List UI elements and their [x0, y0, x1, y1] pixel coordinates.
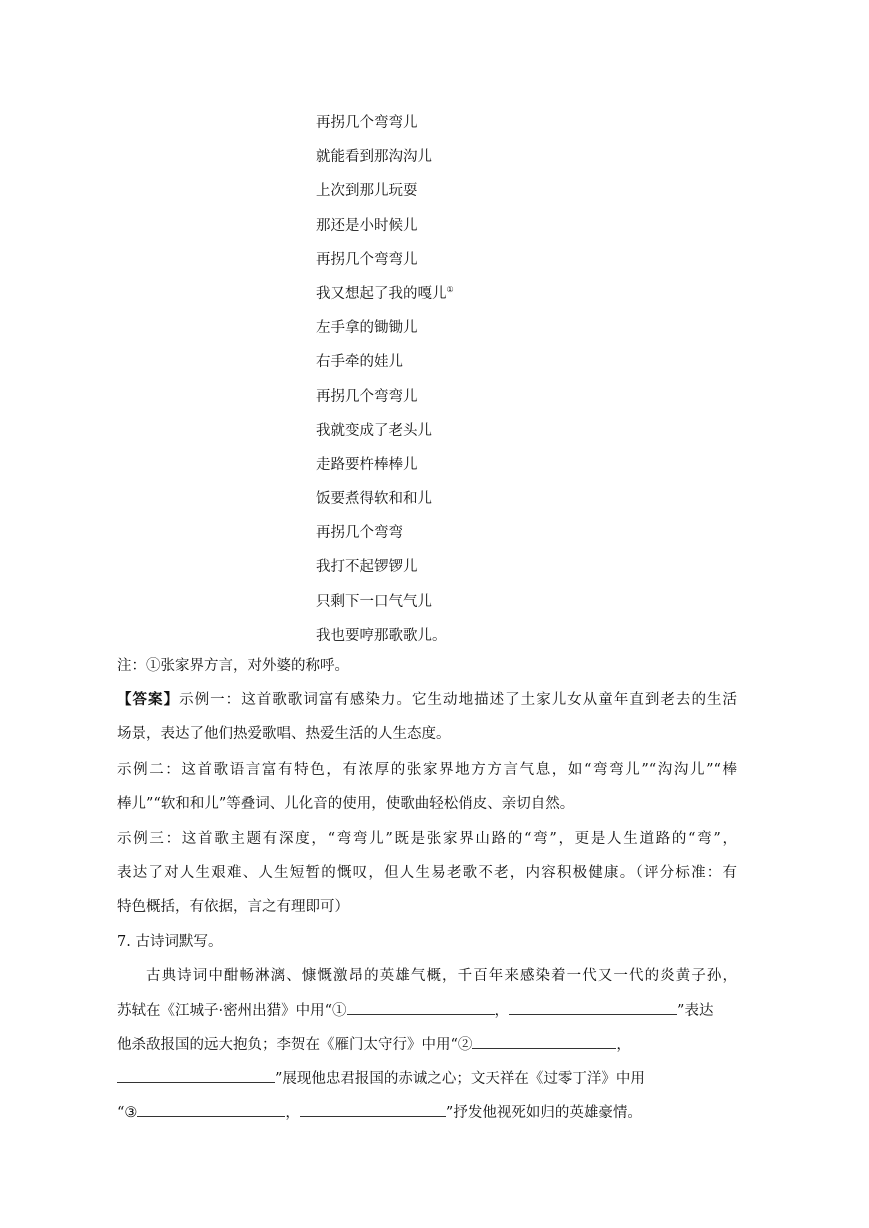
poem-line: 再拐几个弯弯儿 — [316, 115, 418, 131]
poem-line: 只剩下一口气气儿 — [316, 593, 432, 610]
question-text: 古典诗词中酣畅淋漓、慷慨激昂的英雄气概，千百年来感染着一代又一代的炎黄子孙， — [146, 968, 737, 984]
poem-line: 那还是小时候儿 — [316, 217, 418, 234]
answer-line — [117, 687, 737, 713]
answer-blank[interactable] — [137, 1101, 285, 1117]
poem-line: 左手拿的锄锄儿 — [316, 320, 418, 337]
question-title: 7. 古诗词默写。 — [117, 934, 223, 950]
answer-line: 特色概括，有依据，言之有理即可） — [117, 899, 349, 915]
poem-note: 注：①张家界方言，对外婆的称呼。 — [117, 658, 349, 674]
answer-line: 示例三：这首歌主题有深度，“弯弯儿”既是张家界山路的“弯”，更是人生道路的“弯”， — [117, 831, 737, 847]
poem-line: 再拐几个弯弯 — [316, 525, 403, 542]
separator: ， — [285, 1105, 300, 1121]
poem-line: 我就变成了老头儿 — [316, 422, 432, 439]
answer-blank[interactable] — [509, 999, 677, 1015]
answer-blank[interactable] — [300, 1101, 446, 1117]
question-text-part: “③ — [117, 1105, 138, 1121]
separator: ， — [494, 1003, 510, 1019]
answer-blank[interactable] — [347, 999, 495, 1015]
poem-line: 我打不起锣锣儿 — [316, 559, 418, 576]
question-text — [117, 1066, 737, 1092]
poem-line: 再拐几个弯弯儿 — [316, 251, 418, 268]
answer-line: 示例二：这首歌语言富有特色，有浓厚的张家界地方方言气息，如“弯弯儿”“沟沟儿”“棒 — [117, 762, 737, 778]
answer-line: 表达了对人生艰难、人生短暂的慨叹，但人生易老歌不老，内容积极健康。（评分标准：有 — [117, 865, 737, 881]
poem-line — [316, 281, 454, 315]
footnote-mark: ① — [446, 285, 454, 295]
poem-line: 再拐几个弯弯儿 — [316, 388, 418, 405]
answer-tag: 【答案】 — [117, 691, 180, 708]
poem — [316, 110, 454, 657]
question-text-part: ”抒发他视死如归的英雄豪情。 — [445, 1105, 642, 1121]
question-text — [117, 1100, 737, 1126]
question-text — [117, 998, 737, 1024]
answer-line: 场景，表达了他们热爱歌唱、热爱生活的人生态度。 — [117, 726, 451, 742]
question-text-part: 苏轼在《江城子·密州出猎》中用“① — [117, 1003, 347, 1019]
answer-text: 示例一：这首歌歌词富有感染力。它生动地描述了土家儿女从童年直到老去的生活 — [179, 692, 738, 708]
poem-line: 走路要杵棒棒儿 — [316, 456, 418, 473]
poem-line-text: 我又想起了我的嘎儿 — [316, 285, 447, 302]
poem-line: 就能看到那沟沟儿 — [316, 149, 432, 166]
poem-line: 饭要煮得软和和儿 — [316, 491, 432, 508]
question-text-part: 他杀敌报国的远大抱负；李贺在《雁门太守行》中用“② — [117, 1037, 473, 1053]
question-text — [117, 1032, 737, 1058]
answer-blank[interactable] — [472, 1033, 616, 1049]
answer-line: 棒儿”“软和和儿”等叠词、儿化音的使用，使歌曲轻松俏皮、亲切自然。 — [117, 796, 575, 812]
poem-line: 上次到那儿玩耍 — [316, 183, 418, 200]
question-text-part: ”展现他忠君报国的赤诚之心；文天祥在《过零丁洋》中用 — [275, 1071, 645, 1087]
poem-line: 右手牵的娃儿 — [316, 354, 403, 371]
answer-blank[interactable] — [117, 1067, 275, 1083]
question-text-part: ”表达 — [677, 1003, 714, 1019]
separator: ， — [616, 1037, 631, 1053]
poem-line: 我也要哼那歌歌儿。 — [316, 627, 447, 644]
